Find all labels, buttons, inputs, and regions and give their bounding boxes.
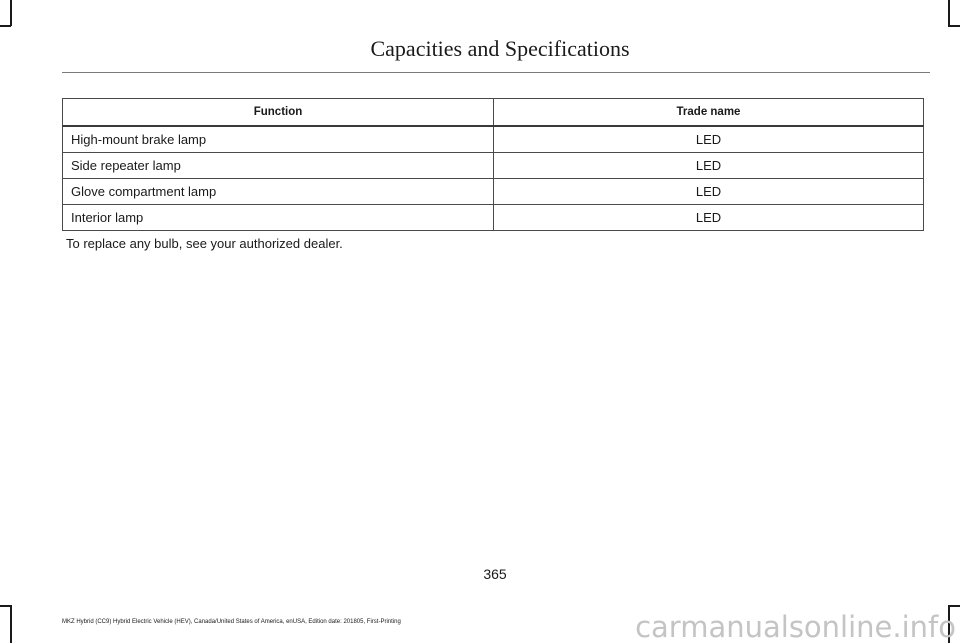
trade-name-cell: LED — [494, 179, 924, 205]
trade-name-cell: LED — [494, 153, 924, 179]
column-header-function: Function — [63, 99, 494, 127]
crop-mark-bottom-right-horizontal — [948, 605, 960, 607]
crop-mark-top-left-horizontal — [0, 25, 11, 27]
page-number: 365 — [483, 566, 507, 582]
function-cell: High-mount brake lamp — [63, 126, 494, 153]
function-cell: Side repeater lamp — [63, 153, 494, 179]
crop-mark-bottom-left-horizontal — [0, 605, 11, 607]
table-header-row — [63, 99, 924, 127]
page-title: Capacities and Specifications — [370, 36, 630, 61]
trade-name-cell: LED — [494, 126, 924, 153]
function-cell: Interior lamp — [63, 205, 494, 231]
table-row — [63, 179, 924, 205]
trade-name-cell: LED — [494, 205, 924, 231]
title-divider — [62, 72, 930, 73]
table-row — [63, 126, 924, 153]
crop-mark-top-right-vertical — [948, 0, 950, 26]
crop-mark-top-right-horizontal — [948, 25, 960, 27]
table-row — [63, 205, 924, 231]
replacement-note: To replace any bulb, see your authorized dealer. — [66, 236, 343, 251]
function-cell: Glove compartment lamp — [63, 179, 494, 205]
column-header-trade-name: Trade name — [494, 99, 924, 127]
crop-mark-top-left-vertical — [10, 0, 12, 26]
table-row — [63, 153, 924, 179]
edition-footer: MKZ Hybrid (CC9) Hybrid Electric Vehicle (HEV), Canada/United States of America, enUSA, Edition date: 201805, First-Printing — [62, 619, 401, 625]
crop-mark-bottom-left-vertical — [10, 605, 12, 643]
watermark: carmanualsonline.info — [635, 610, 956, 644]
bulb-specification-table — [62, 98, 924, 231]
